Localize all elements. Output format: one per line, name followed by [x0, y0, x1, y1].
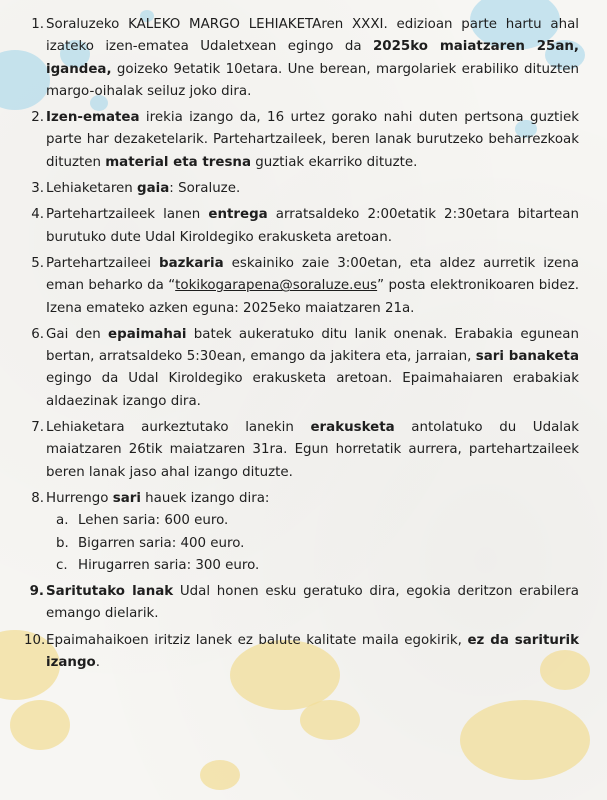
item-text: Soraluzeko KALEKO MARGO LEHIAKETAren XXXI. edizioan parte hartu ahal izateko izen-ematea Udaletxean egingo da 2025ko maiatzaren 25an, igandea, goizeko 9etatik 10etara. Une berean, margolariek erabiliko dituzten margo-oihalak seiluz joko dira.	[46, 17, 579, 99]
item-text: Epaimahaikoen iritziz lanek ez balute kalitate maila egokirik, ez da sariturik izango.	[46, 632, 579, 671]
item-number: 10.	[24, 632, 46, 648]
item-number: 9.	[29, 584, 44, 600]
item-text: Lehiaketara aurkeztutako lanekin erakusketa antolatuko du Udalak maiatzaren 26tik maiatzaren 31ra. Egun horretatik aurrera, partehartzaileek beren lanak jaso ahal izango dituzte.	[46, 420, 579, 480]
prize-list	[46, 510, 579, 577]
paint-splash-yellow	[200, 760, 240, 790]
item-number: 1.	[31, 17, 44, 32]
prize-item: b. Bigarren saria: 400 euro.	[56, 535, 245, 551]
list-item	[24, 14, 579, 103]
rules-list	[24, 14, 579, 674]
list-item	[24, 630, 579, 675]
item-text: Izen-ematea irekia izango da, 16 urtez gorako nahi duten pertsona guztiek parte har dezaketelarik. Partehartzaileek, beren lanak burutzeko beharrezkoak dituzten material eta tresna guztiak ekarriko dituzte.	[46, 110, 579, 170]
paint-splash-yellow	[300, 700, 360, 740]
item-number: 5.	[31, 255, 44, 271]
list-item	[24, 581, 579, 626]
item-text: Saritutako lanak Udal honen esku geratuko dira, egokia deritzon erabilera emango dielarik.	[46, 584, 579, 622]
email-link[interactable]: tokikogarapena@soraluze.eus	[175, 278, 378, 294]
item-number: 8.	[31, 490, 44, 506]
item-text: Partehartzaileek lanen entrega arratsaldeko 2:00etatik 2:30etara bitartean burutuko dute Udal Kiroldegiko erakusketa aretoan.	[46, 207, 579, 245]
item-number: 6.	[31, 326, 44, 342]
item-text: Hurrengo sari hauek izango dira: a. Lehen saria: 600 euro. b. Bigarren saria: 400 euro. c. Hirugarren saria: 300 euro.	[46, 488, 579, 577]
list-item	[24, 488, 579, 577]
prize-item: c. Hirugarren saria: 300 euro.	[56, 557, 260, 573]
prize-item: a. Lehen saria: 600 euro.	[56, 513, 229, 529]
item-number: 3.	[31, 181, 44, 197]
list-item	[24, 417, 579, 484]
item-number: 7.	[31, 420, 44, 436]
item-text: Partehartzaileei bazkaria eskainiko zaie 3:00etan, eta aldez aurretik izena eman beharko da “tokikogarapena@soraluze.eus” posta elektronikoaren bidez. Izena emateko azken eguna: 2025eko maiatzaren 21a.	[46, 255, 579, 316]
item-text: Lehiaketaren gaia: Soraluze.	[46, 181, 241, 197]
list-item	[24, 107, 579, 174]
item-number: 4.	[31, 207, 44, 223]
paint-splash-yellow	[10, 700, 70, 750]
rules-document	[24, 14, 579, 678]
item-number: 2.	[31, 110, 44, 126]
list-item	[24, 204, 579, 249]
paint-splash-yellow	[460, 700, 590, 780]
list-item	[24, 324, 579, 413]
list-item	[24, 253, 579, 320]
item-text: Gai den epaimahai batek aukeratuko ditu lanik onenak. Erabakia egunean bertan, arratsaldeko 5:30ean, emango da jakitera eta, jarraian, sari banaketa egingo da Udal Kiroldegiko erakusketa aretoan. Epaimahaiaren erabakiak aldaezinak izango dira.	[46, 326, 579, 409]
list-item	[24, 178, 579, 200]
